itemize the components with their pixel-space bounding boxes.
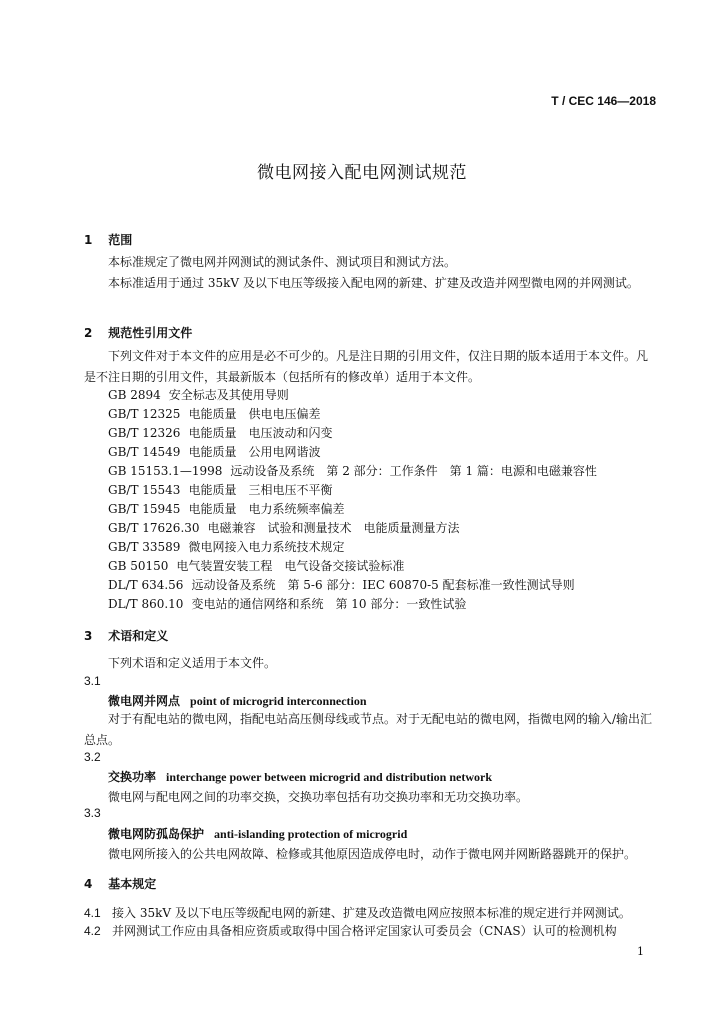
term-definition: 微电网所接入的公共电网故障、检修或其他原因造成停电时，动作于微电网并网断路器跳开的保护。 [108, 847, 637, 861]
term-number: 3.3 [84, 806, 101, 820]
term-en: interchange power between microgrid and distribution network [166, 770, 493, 784]
document-title: 微电网接入配电网测试规范 [257, 163, 467, 183]
section-heading-basic-provisions [84, 875, 156, 892]
clause-text: 并网测试工作应由具备相应资质或取得中国合格评定国家认可委员会（CNAS）认可的检测机构 [112, 924, 617, 938]
section-number: 3 [84, 629, 93, 643]
term-heading [108, 768, 492, 785]
clause-number: 4.2 [84, 924, 101, 938]
term-definition: 对于有配电站的微电网，指配电站高压侧母线或节点。对于无配电站的微电网，指微电网的输入/输出汇总点。 [84, 712, 653, 747]
paragraph: 本标准适用于通过 35kV 及以下电压等级接入配电网的新建、扩建及改造并网型微电网的并网测试。 [108, 276, 639, 290]
term-definition: 微电网与配电网之间的功率交换，交换功率包括有功交换功率和无功交换功率。 [108, 790, 529, 804]
clause-number: 4.1 [84, 906, 101, 920]
section-title: 基本规定 [108, 877, 157, 891]
clause [84, 922, 617, 939]
clause-text: 接入 35kV 及以下电压等级配电网的新建、扩建及改造微电网应按照本标准的规定进行并网测试。 [112, 906, 631, 920]
section-title: 规范性引用文件 [108, 326, 193, 340]
list-item: DL/T 634.56 远动设备及系统 第 5-6 部分：IEC 60870-5 配套标准一致性测试导则 [108, 578, 575, 592]
reference-list [108, 386, 597, 614]
section-title: 术语和定义 [108, 629, 169, 643]
list-item: GB/T 15543 电能质量 三相电压不平衡 [108, 483, 333, 497]
page-number: 1 [637, 945, 644, 958]
list-item: GB/T 12325 电能质量 供电电压偏差 [108, 407, 321, 421]
section-number: 2 [84, 326, 93, 340]
standard-number: T / CEC 146—2018 [551, 94, 656, 108]
paragraph: 本标准规定了微电网并网测试的测试条件、测试项目和测试方法。 [108, 255, 457, 269]
term-zh: 微电网并网点 [108, 694, 181, 708]
term-number: 3.2 [84, 750, 101, 764]
section-heading-normative-references [84, 324, 192, 341]
term-heading [108, 692, 367, 709]
list-item: DL/T 860.10 变电站的通信网络和系统 第 10 部分：一致性试验 [108, 597, 467, 611]
list-item: GB 50150 电气装置安装工程 电气设备交接试验标准 [108, 559, 405, 573]
term-zh: 交换功率 [108, 770, 157, 784]
list-item: GB/T 17626.30 电磁兼容 试验和测量技术 电能质量测量方法 [108, 521, 460, 535]
section-heading-scope [84, 231, 132, 248]
term-zh: 微电网防孤岛保护 [108, 827, 205, 841]
paragraph: 下列文件对于本文件的应用是必不可少的。凡是注日期的引用文件，仅注日期的版本适用于本文件。凡是不注日期的引用文件，其最新版本（包括所有的修改单）适用于本文件。 [84, 349, 649, 384]
term-heading [108, 825, 407, 842]
list-item: GB 2894 安全标志及其使用导则 [108, 388, 289, 402]
term-en: point of microgrid interconnection [190, 694, 367, 708]
paragraph: 下列术语和定义适用于本文件。 [108, 656, 277, 670]
term-number: 3.1 [84, 674, 101, 688]
section-number: 1 [84, 233, 93, 247]
list-item: GB 15153.1—1998 远动设备及系统 第 2 部分：工作条件 第 1 篇：电源和电磁兼容性 [108, 464, 597, 478]
list-item: GB/T 12326 电能质量 电压波动和闪变 [108, 426, 333, 440]
list-item: GB/T 15945 电能质量 电力系统频率偏差 [108, 502, 345, 516]
section-title: 范围 [108, 233, 133, 247]
section-heading-terms-and-definitions [84, 627, 168, 644]
term-en: anti-islanding protection of microgrid [214, 827, 408, 841]
clause [84, 904, 631, 921]
list-item: GB/T 33589 微电网接入电力系统技术规定 [108, 540, 345, 554]
list-item: GB/T 14549 电能质量 公用电网谐波 [108, 445, 321, 459]
section-number: 4 [84, 877, 93, 891]
